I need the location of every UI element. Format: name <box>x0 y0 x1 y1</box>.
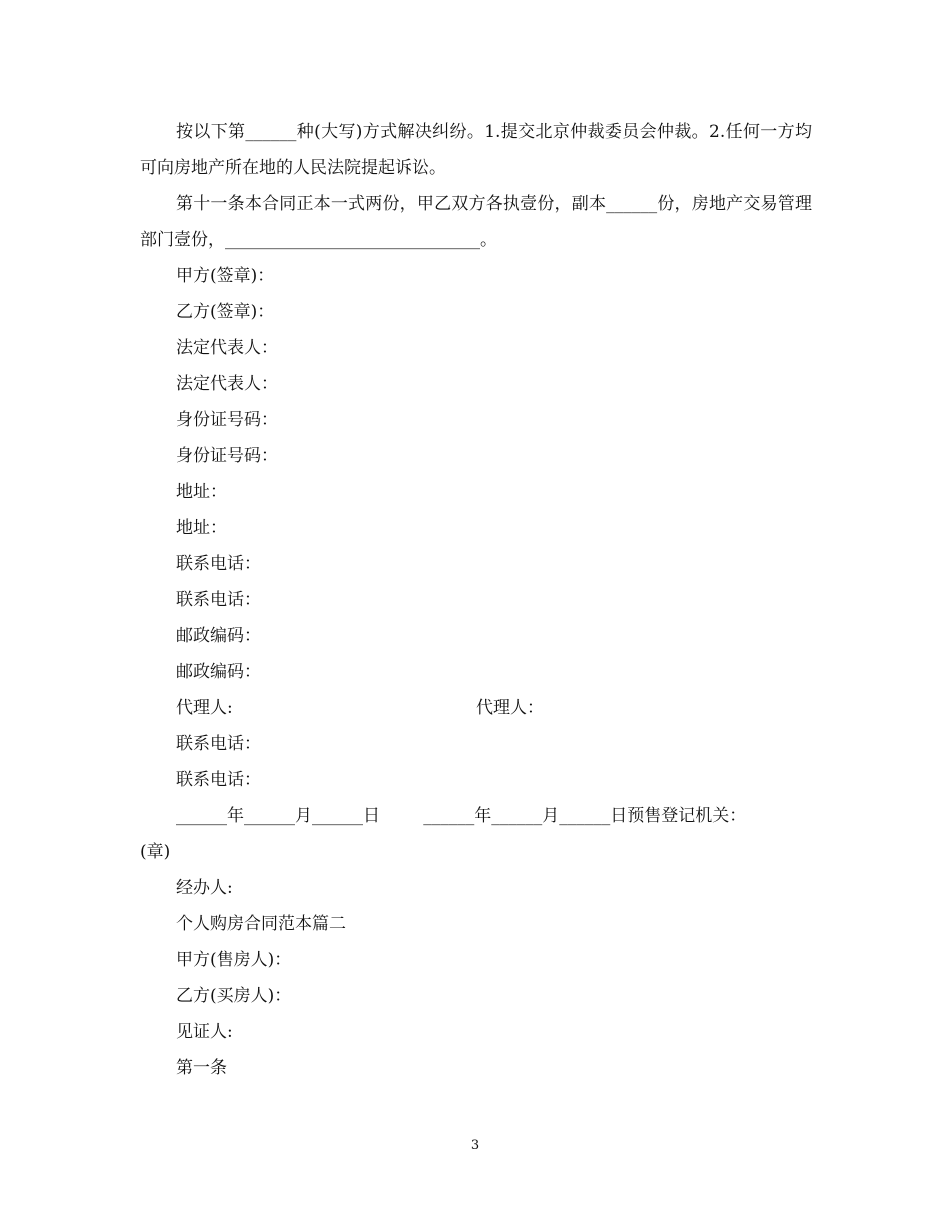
signature-line: 联系电话： <box>176 770 261 790</box>
signature-line: 乙方(签章)： <box>176 302 275 322</box>
signature-line: 邮政编码： <box>176 662 261 682</box>
document-body <box>140 114 812 1086</box>
agent-right-label: 代理人： <box>476 698 544 718</box>
agent-left-label: 代理人: <box>176 698 233 718</box>
party-line: 乙方(买房人)： <box>176 986 292 1006</box>
party-line: 甲方(售房人)： <box>176 950 292 970</box>
signature-line: 联系电话： <box>176 734 261 754</box>
paragraph-article-eleven: 第十一条本合同正本一式两份，甲乙双方各执壹份，副本______份，房地产交易管理部门壹份，______________________________。 <box>140 194 812 250</box>
article-heading: 第一条 <box>176 1058 227 1078</box>
signature-line: 经办人: <box>176 878 233 898</box>
agent-row <box>140 690 812 726</box>
signature-line: 甲方(签章)： <box>176 266 275 286</box>
seal-line: (章) <box>140 842 171 862</box>
date-line: ______年______月______日 ______年______月______日预售登记机关： <box>176 806 747 826</box>
signature-line: 身份证号码： <box>176 410 278 430</box>
signature-block <box>140 258 812 1086</box>
signature-line: 地址： <box>176 518 227 538</box>
page-number: 3 <box>470 1138 480 1153</box>
signature-line: 联系电话： <box>176 554 261 574</box>
signature-line: 联系电话： <box>176 590 261 610</box>
signature-line: 身份证号码： <box>176 446 278 466</box>
section-heading: 个人购房合同范本篇二 <box>176 914 346 934</box>
signature-line: 法定代表人： <box>176 374 278 394</box>
paragraph-dispute-resolution: 按以下第______种(大写)方式解决纠纷。1.提交北京仲裁委员会仲裁。2.任何一方均可向房地产所在地的人民法院提起诉讼。 <box>140 122 812 178</box>
signature-line: 法定代表人： <box>176 338 278 358</box>
party-line: 见证人: <box>176 1022 233 1042</box>
signature-line: 邮政编码： <box>176 626 261 646</box>
signature-line: 地址： <box>176 482 227 502</box>
